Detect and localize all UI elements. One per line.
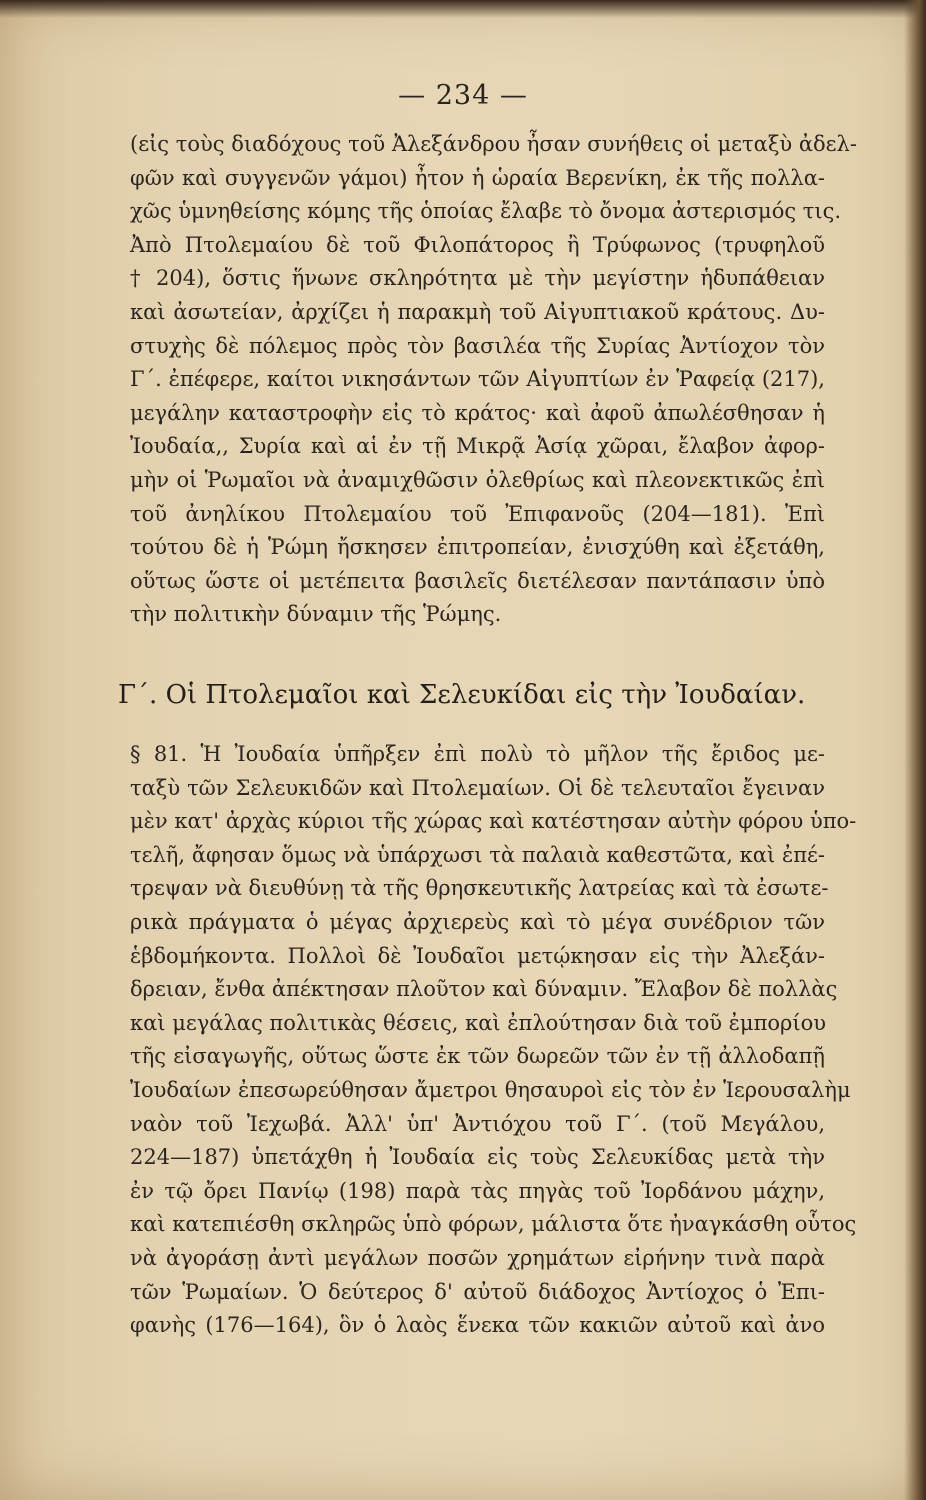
text-line: ναὸν τοῦ Ἰεχωβά. Ἀλλ' ὑπ' Ἀντιόχου τοῦ Γ΄. (τοῦ Μεγάλου,	[130, 1111, 825, 1136]
text-line: μεγάλην καταστροφὴν εἰς τὸ κράτος· καὶ ἀφοῦ ἀπωλέσθησαν ἡ	[130, 400, 825, 425]
text-line: τῶν Ῥωμαίων. Ὁ δεύτερος δ' αὐτοῦ διάδοχος Ἀντίοχος ὁ Ἐπι-	[130, 1279, 825, 1304]
text-line: (εἰς τοὺς διαδόχους τοῦ Ἀλεξάνδρου ἦσαν συνήθεις οἱ μεταξὺ ἀδελ-	[130, 132, 857, 156]
text-line: Ἀπὸ Πτολεμαίου δὲ τοῦ Φιλοπάτορος ἢ Τρύφωνος (τρυφηλοῦ	[130, 232, 825, 257]
text-line: οὕτως ὥστε οἱ μετέπειτα βασιλεῖς διετέλεσαν παντάπασιν ὑπὸ	[130, 568, 825, 593]
text-line: στυχὴς δὲ πόλεμος πρὸς τὸν βασιλέα τῆς Συρίας Ἀντίοχον τὸν	[130, 333, 825, 358]
text-line: ταξὺ τῶν Σελευκιδῶν καὶ Πτολεμαίων. Οἱ δὲ τελευταῖοι ἔγειναν	[130, 775, 825, 800]
text-line: καὶ κατεπιέσθη σκληρῶς ὑπὸ φόρων, μάλιστα ὅτε ἠναγκάσθη οὗτος	[130, 1212, 857, 1237]
text-line: νὰ ἀγοράσῃ ἀντὶ μεγάλων ποσῶν χρημάτων εἰρήνην τινὰ παρὰ	[130, 1245, 825, 1270]
text-line: καὶ μεγάλας πολιτικὰς θέσεις, καὶ ἐπλούτησαν διὰ τοῦ ἐμπορίου	[130, 1010, 827, 1035]
text-line: ρικὰ πράγματα ὁ μέγας ἀρχιερεὺς καὶ τὸ μέγα συνέδριον τῶν	[130, 909, 825, 934]
text-line: τοῦ ἀνηλίκου Πτολεμαίου τοῦ Ἐπιφανοῦς (204—181). Ἐπὶ	[130, 501, 825, 526]
text-line: φῶν καὶ συγγενῶν γάμοι) ἦτον ἡ ὡραία Βερενίκη, ἐκ τῆς πολλα-	[130, 165, 825, 190]
text-line: τελῆ, ἄφησαν ὅμως νὰ ὑπάρχωσι τὰ παλαιὰ καθεστῶτα, καὶ ἐπέ-	[130, 842, 825, 867]
page-top-shadow	[0, 0, 926, 18]
page-right-edge	[904, 0, 926, 1500]
text-line: 224—187) ὑπετάχθη ἡ Ἰουδαία εἰς τοὺς Σελευκίδας μετὰ τὴν	[130, 1145, 825, 1170]
paragraph-2	[130, 738, 857, 1343]
page-number: — 234 —	[398, 80, 528, 111]
text-line: χῶς ὑμνηθείσης κόμης τῆς ὁποίας ἔλαβε τὸ ὄνομα ἀστερισμός τις.	[130, 199, 842, 224]
text-line: Ἰουδαίων ἐπεσωρεύθησαν ἄμετροι θησαυροὶ εἰς τὸν ἐν Ἱερουσαλὴμ	[130, 1077, 851, 1102]
text-line: τῆς εἰσαγωγῆς, οὕτως ὥστε ἐκ τῶν δωρεῶν τῶν ἐν τῇ ἀλλοδαπῇ	[130, 1044, 825, 1069]
text-line: μὲν κατ' ἀρχὰς κύριοι τῆς χώρας καὶ κατέστησαν αὐτὴν φόρου ὑπο-	[130, 809, 857, 834]
text-line: ἑβδομήκοντα. Πολλοὶ δὲ Ἰουδαῖοι μετῴκησαν εἰς τὴν Ἀλεξάν-	[130, 943, 825, 968]
text-line: δρειαν, ἔνθα ἀπέκτησαν πλοῦτον καὶ δύναμιν. Ἔλαβον δὲ πολλὰς	[130, 977, 838, 1002]
text-line: Γ΄. ἐπέφερε, καίτοι νικησάντων τῶν Αἰγυπτίων ἐν Ῥαφείᾳ (217),	[130, 367, 825, 392]
text-line: μὴν οἱ Ῥωμαῖοι νὰ ἀναμιχθῶσιν ὀλεθρίως καὶ πλεονεκτικῶς ἐπὶ	[130, 467, 825, 492]
paragraph-1	[130, 128, 857, 632]
text-line: τούτου δὲ ἡ Ῥώμη ἤσκησεν ἐπιτροπείαν, ἐνισχύθη καὶ ἐξετάθη,	[130, 535, 825, 560]
text-line: φανὴς (176—164), ὃν ὁ λαὸς ἕνεκα τῶν κακιῶν αὐτοῦ καὶ ἀνο	[130, 1313, 825, 1338]
text-line: Ἰουδαία,, Συρία καὶ αἱ ἐν τῇ Μικρᾷ Ἀσίᾳ χῶραι, ἔλαβον ἀφορ-	[130, 434, 825, 459]
text-line: § 81. Ἡ Ἰουδαία ὑπῆρξεν ἐπὶ πολὺ τὸ μῆλον τῆς ἔριδος με-	[130, 742, 825, 766]
text-line: ἐν τῷ ὄρει Πανίῳ (198) παρὰ τὰς πηγὰς τοῦ Ἰορδάνου μάχην,	[130, 1178, 825, 1203]
text-line: τρεψαν νὰ διευθύνῃ τὰ τῆς θρησκευτικῆς λατρείας καὶ τὰ ἐσωτε-	[130, 876, 829, 901]
text-line: τὴν πολιτικὴν δύναμιν τῆς Ῥώμης.	[130, 602, 502, 627]
text-line: † 204), ὅστις ἥνωνε σκληρότητα μὲ τὴν μεγίστην ἡδυπάθειαν	[130, 266, 825, 291]
section-heading: Γ΄. Οἱ Πτολεμαῖοι καὶ Σελευκίδαι εἰς τὴν Ἰουδαίαν.	[118, 680, 806, 710]
text-line: καὶ ἀσωτείαν, ἀρχίζει ἡ παρακμὴ τοῦ Αἰγυπτιακοῦ κράτους. Δυ-	[130, 299, 825, 324]
